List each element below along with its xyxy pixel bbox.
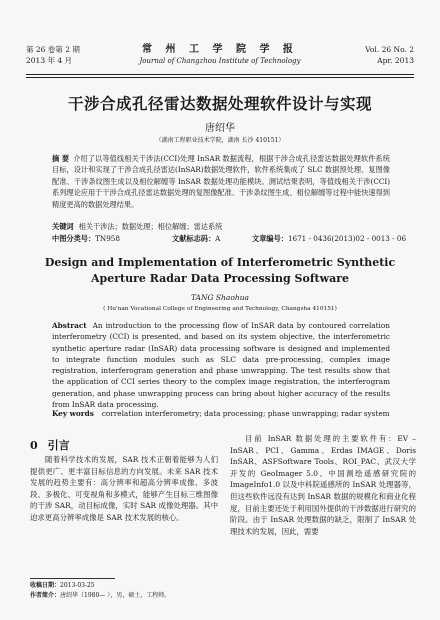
article-label: 文章编号： (252, 234, 288, 243)
article-value: 1671 - 0436(2013)02 - 0013 - 06 (287, 234, 407, 243)
section-heading (30, 437, 70, 453)
keywords-cn (52, 221, 390, 232)
keywords-en-text: correlation interferometry; data processing; phase unwrapping; radar system (101, 409, 390, 418)
body-right-column: 目前 InSAR 数据处理的主要软件有：EV – InSAR、PCI、Gamma、Erdas IMAGE、Doris InSAR、ASFSoftware Tools、ROI_PAC、武汉大学开发的 GeoImager 5.0、中国测绘遥感研究院的 ImageInfo1.0 以及中科院遥感所的 InSAR 处理器等，但这些软件远没有达到 InSAR 数据的规模化和商业化程度，目前主要还处于利用国外提供的干涉数据进行研究的阶段。由于 InSAR 处理数据的缺乏，限制了 InSAR 处理技术的发展，因此，需要 (230, 434, 416, 536)
class-value: TN958 (95, 234, 120, 243)
journal-name-en: Journal of Changzhou Institute of Technology (139, 57, 301, 65)
body-left-column: 随着科学技术的发展，SAR 技术正朝着能够为人们提供更广、更丰富目标信息的方向发展。未来 SAR 技术发展的趋势主要有：高分辨率和超高分辨率成像、多波段、多极化、可变视角和多模式，能够产生目标三维图像的干涉 SAR，动目标成像，实时 SAR 成像处理器。其中迫求更高分辨率成像是 SAR 技术发展的核心。 (30, 455, 218, 522)
date-en: Apr. 2013 (377, 56, 414, 65)
keywords-cn-label: 关键词 (52, 222, 74, 231)
affiliation-en: ( Hu'nan Vocational College of Engineering and Technology, Changsha 410151) (103, 306, 337, 312)
header-center (26, 44, 414, 67)
volume-cn: 第 26 卷第 2 期 (26, 45, 80, 54)
keywords-en-label: Key words (52, 409, 94, 418)
class-number (52, 233, 120, 244)
footnote-rule (30, 578, 115, 579)
keywords-cn-text: 相关干涉法；数据处理；相位解缠；雷达系统 (78, 222, 223, 231)
author-cn: 唐绍华 (205, 123, 235, 134)
footnote-author (30, 591, 220, 600)
abstract-cn (52, 153, 390, 210)
date-cn: 2013 年 4 月 (26, 56, 73, 65)
doc-label: 文献标志码： (172, 234, 216, 243)
volume-en: Vol. 26 No. 2 (365, 45, 414, 54)
abstract-en-label: Abstract (52, 321, 87, 330)
journal-header (26, 44, 414, 72)
class-label: 中图分类号： (52, 234, 96, 243)
title-en: Design and Implementation of Interferometric Synthetic Aperture Radar Data Processing Software (44, 256, 396, 285)
header-right (365, 44, 414, 66)
section-number: 0 (30, 439, 38, 452)
doc-code (172, 233, 220, 244)
author-bio-label: 作者简介： (30, 592, 61, 599)
abstract-cn-label: 摘 要 (52, 154, 70, 163)
footnote-received (30, 581, 220, 590)
abstract-cn-text: 介绍了以等值线相关干涉法(CCI)处理 InSAR 数据流程，根据干涉合成孔径雷达数据处理软件系统目标，设计和实现了干涉合成孔径雷达(InSAR)数据处理软件，软件系统集成了 SLC 数据预处理、复图像配准、干涉条纹图生成以及相位解缠等 InSAR 数据处理功能模块。测试结果表明，等值线相关干涉(CCI)系列理论应用于干涉合成孔径雷达数据处理的复图像配准、干涉条纹图生成、相位解缠等过程中能快速得到精度更高的数据处理结果。 (52, 154, 390, 209)
article-number (252, 233, 406, 244)
journal-name-cn: 常 州 工 学 院 学 报 (142, 44, 298, 55)
header-rule-thin (26, 77, 414, 78)
affiliation-cn: （湖南工程职业技术学院，湖南 长沙 410151） (155, 137, 285, 144)
doc-value: A (215, 234, 221, 243)
author-bio: 唐绍华（1980— ），男，硕士，工程师。 (60, 592, 171, 599)
abstract-en (52, 320, 390, 410)
header-rule-thick (26, 74, 414, 75)
section-title: 引言 (47, 439, 70, 452)
author-en: TANG Shaohua (190, 293, 250, 302)
received-label: 收稿日期： (30, 582, 61, 589)
received-date: 2013-03-25 (60, 582, 95, 589)
keywords-en (52, 408, 390, 419)
title-cn: 干涉合成孔径雷达数据处理软件设计与实现 (67, 94, 372, 113)
abstract-en-text: An introduction to the processing flow of InSAR data by contoured correlation interferometry (CCI) is presented, and based on its system objective, the interferometric synthetic aperture radar (InSAR) data processing software is designed and implemented to integrate function modules such as SLC data pre-processing, complex image registration, interferogram generation and phase unwrapping. The test results show that the application of CCI series theory to the complex image registration, the interferogram generation, and phase unwrapping process can bring about higher accuracy of the results from InSAR data processing. (52, 321, 390, 410)
